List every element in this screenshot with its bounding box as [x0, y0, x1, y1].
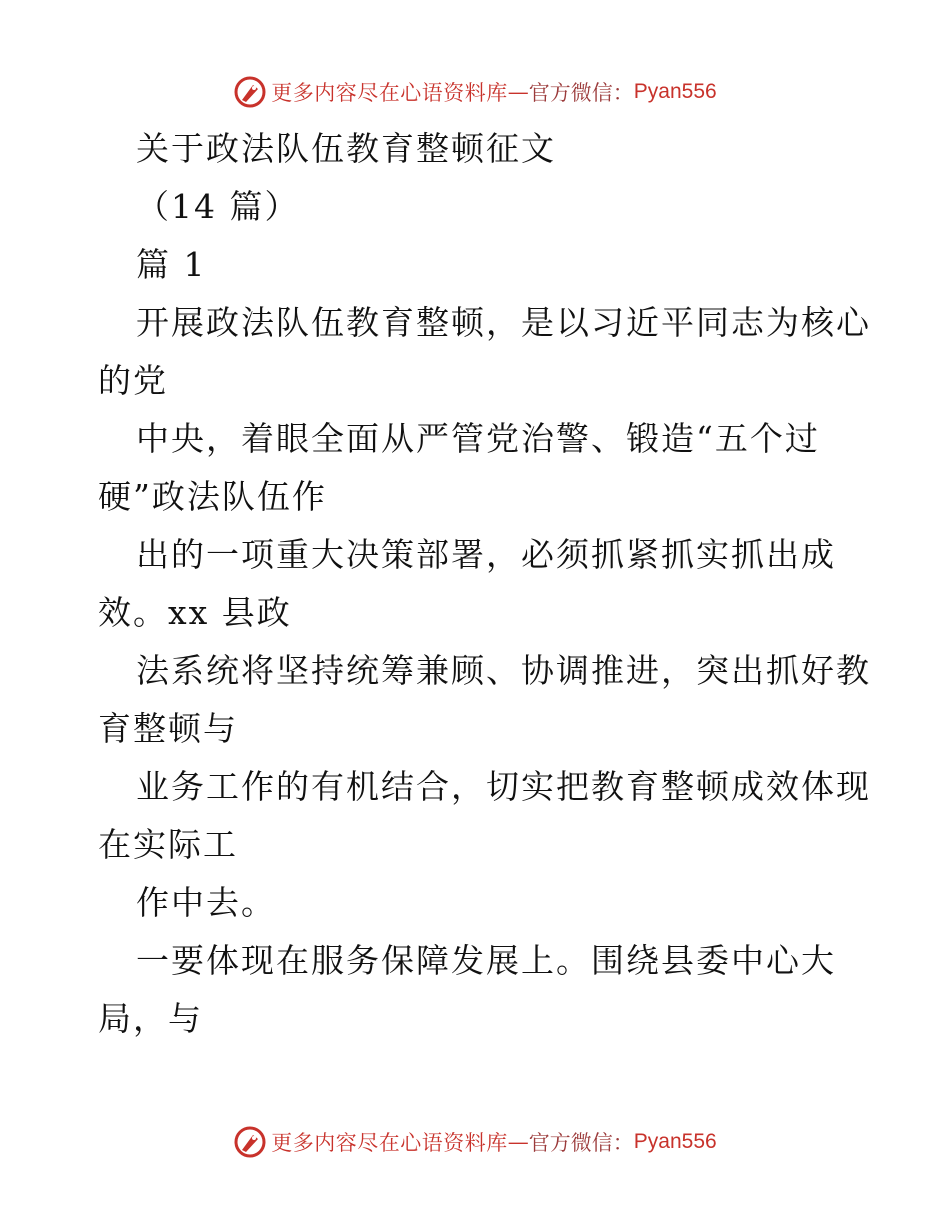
pen-nib-logo-icon	[233, 1125, 267, 1159]
document-title: 关于政法队伍教育整顿征文	[136, 129, 556, 168]
paragraph-line: 开展政法队伍教育整顿，是以习近平同志为核心	[136, 303, 871, 342]
paragraph-line: 局，与	[98, 999, 203, 1038]
banner-slogan: 更多内容尽在心语资料库	[271, 1131, 508, 1155]
header-banner	[0, 72, 950, 112]
banner-wechat-label: 官方微信：	[528, 1131, 634, 1155]
banner-wechat-id: Pyan556	[633, 80, 717, 103]
paragraph-line: 在实际工	[98, 825, 238, 864]
document-body	[98, 120, 871, 1048]
paragraph-line: 育整顿与	[98, 709, 238, 748]
paragraph-line: 中央，着眼全面从严管党治警、锻造“五个过	[136, 419, 820, 458]
paragraph-line: 业务工作的有机结合，切实把教育整顿成效体现	[136, 767, 871, 806]
paragraph-line: 硬”政法队伍作	[98, 477, 327, 516]
paragraph-line: 的党	[98, 361, 168, 400]
footer-banner	[0, 1122, 950, 1162]
banner-dash: —	[507, 1130, 529, 1154]
banner-dash: —	[507, 80, 529, 104]
paragraph-line: 一要体现在服务保障发展上。围绕县委中心大	[136, 941, 836, 980]
paragraph-line: 作中去。	[136, 883, 276, 922]
paragraph-line: 出的一项重大决策部署，必须抓紧抓实抓出成	[136, 535, 836, 574]
banner-slogan: 更多内容尽在心语资料库	[271, 81, 508, 105]
banner-wechat-label: 官方微信：	[528, 81, 634, 105]
paragraph-line: 法系统将坚持统筹兼顾、协调推进，突出抓好教	[136, 651, 871, 690]
paragraph-line: 效。xx 县政	[98, 593, 292, 632]
document-count: （14 篇）	[136, 187, 300, 226]
section-heading: 篇 1	[136, 245, 207, 284]
banner-wechat-id: Pyan556	[633, 1130, 717, 1153]
pen-nib-logo-icon	[233, 75, 267, 109]
